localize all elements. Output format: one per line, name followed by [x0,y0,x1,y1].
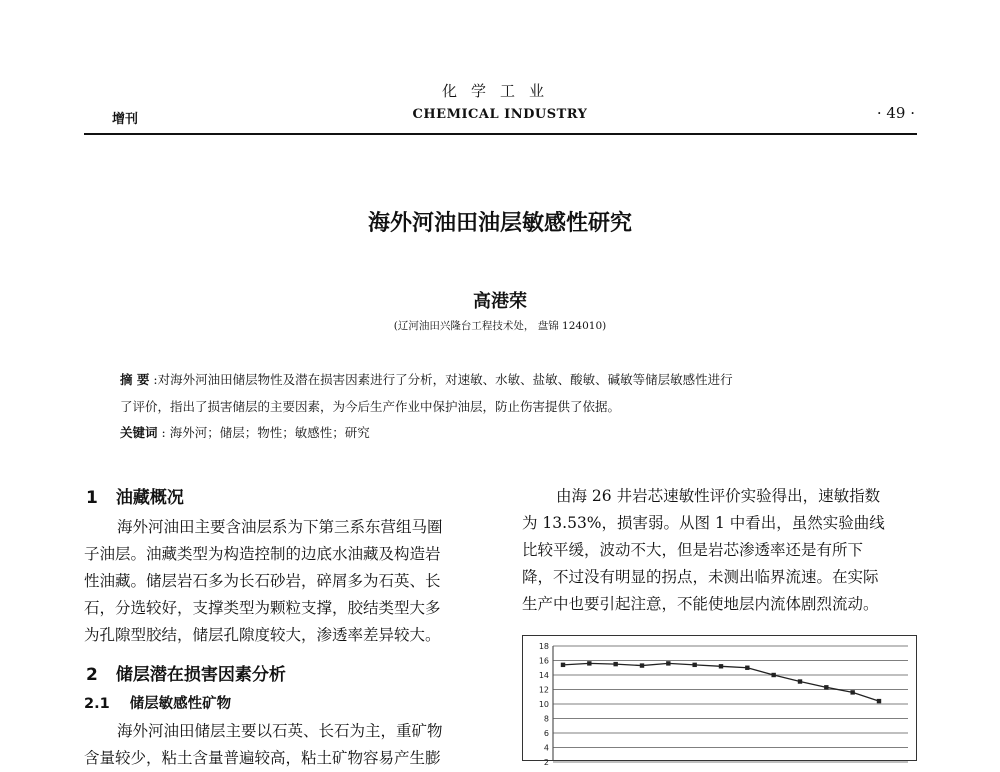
paragraph-1-line-2: 子油层。油藏类型为构造控制的边底水油藏及构造岩 [84,545,441,563]
chart-plot-area [523,636,916,767]
abstract-label: 摘 要 [120,372,150,387]
keywords-line [120,421,370,444]
abstract-line-1 [120,368,733,391]
paragraph-1-line-3: 性油藏。储层岩石多为长石砂岩，碎屑多为石英、长 [84,572,441,590]
y-tick-label: 8 [543,714,549,724]
y-tick-label: 2 [543,758,549,767]
data-point [877,699,881,703]
y-tick-label: 12 [538,685,549,695]
keywords-label: 关键词 [120,425,158,440]
section-1-heading [86,483,184,508]
data-point [587,661,591,665]
supplement-label: 增刊 [112,112,139,127]
right-paragraph-line-4: 降，不过没有明显的拐点，未测出临界流速。在实际 [522,568,879,586]
data-point [613,662,617,666]
data-point [692,663,696,667]
data-point [850,690,854,694]
right-paragraph-line-1: 由海 26 井岩芯速敏性评价实验得出，速敏指数 [556,487,881,505]
series-line [563,663,879,701]
data-point [666,661,670,665]
abstract-text-1: :对海外河油田储层物性及潜在损害因素进行了分析，对速敏、水敏、盐敏、酸敏、碱敏等储层敏感性进行 [153,372,733,387]
paragraph-1-line-5: 为孔隙型胶结，储层孔隙度较大，渗透率差异较大。 [84,626,441,644]
right-paragraph-line-2: 为 13.53%，损害弱。从图 1 中看出，虽然实验曲线 [522,514,885,532]
y-tick-label: 14 [538,671,549,680]
data-point [771,673,775,677]
author-name: 高港荣 [473,291,527,312]
data-point [719,664,723,668]
journal-title-cn: 化学工业 [441,82,558,100]
section-1-number: 1 [86,488,98,508]
y-tick-label: 18 [538,642,549,651]
right-paragraph-line-5: 生产中也要引起注意，不能使地层内流体剧烈流动。 [522,595,879,613]
keywords-text: : 海外河；储层；物性；敏感性；研究 [161,425,370,440]
y-tick-label: 6 [543,729,549,738]
data-point [561,663,565,667]
journal-title-en: CHEMICAL INDUSTRY [412,107,588,122]
data-point [798,679,802,683]
y-tick-label: 4 [543,743,549,753]
paragraph-1-line-1: 海外河油田主要含油层系为下第三系东营组马圈 [117,518,443,536]
right-paragraph-line-3: 比较平缓，波动不大，但是岩芯渗透率还是有所下 [522,541,864,559]
section-2-title: 储层潜在损害因素分析 [115,665,286,685]
section-2-1-heading [84,692,231,713]
paragraph-2-line-2: 含量较少，粘土含量普遍较高，粘土矿物容易产生膨 [84,749,441,767]
paragraph-2-line-1: 海外河油田储层主要以石英、长石为主，重矿物 [117,722,443,740]
section-2-1-number: 2.1 [84,696,110,712]
y-tick-label: 16 [538,656,549,666]
data-point [640,663,644,667]
figure-1-chart [522,635,917,767]
section-2-1-title: 储层敏感性矿物 [129,696,232,712]
header-rule [84,133,917,135]
author-affiliation: (辽河油田兴隆台工程技术处， 盘锦 124010) [393,320,607,332]
y-tick-label: 10 [538,700,549,709]
section-1-title: 油藏概况 [115,488,184,508]
paragraph-1-line-4: 石，分选较好，支撑类型为颗粒支撑，胶结类型大多 [84,599,441,617]
data-point [824,685,828,689]
abstract-line-2: 了评价，指出了损害储层的主要因素，为今后生产作业中保护油层，防止伤害提供了依据。 [120,399,621,414]
section-2-heading [86,660,286,685]
article-title: 海外河油田油层敏感性研究 [367,211,632,236]
page-number: · 49 · [876,104,915,122]
data-point [745,666,749,670]
section-2-number: 2 [86,665,98,685]
